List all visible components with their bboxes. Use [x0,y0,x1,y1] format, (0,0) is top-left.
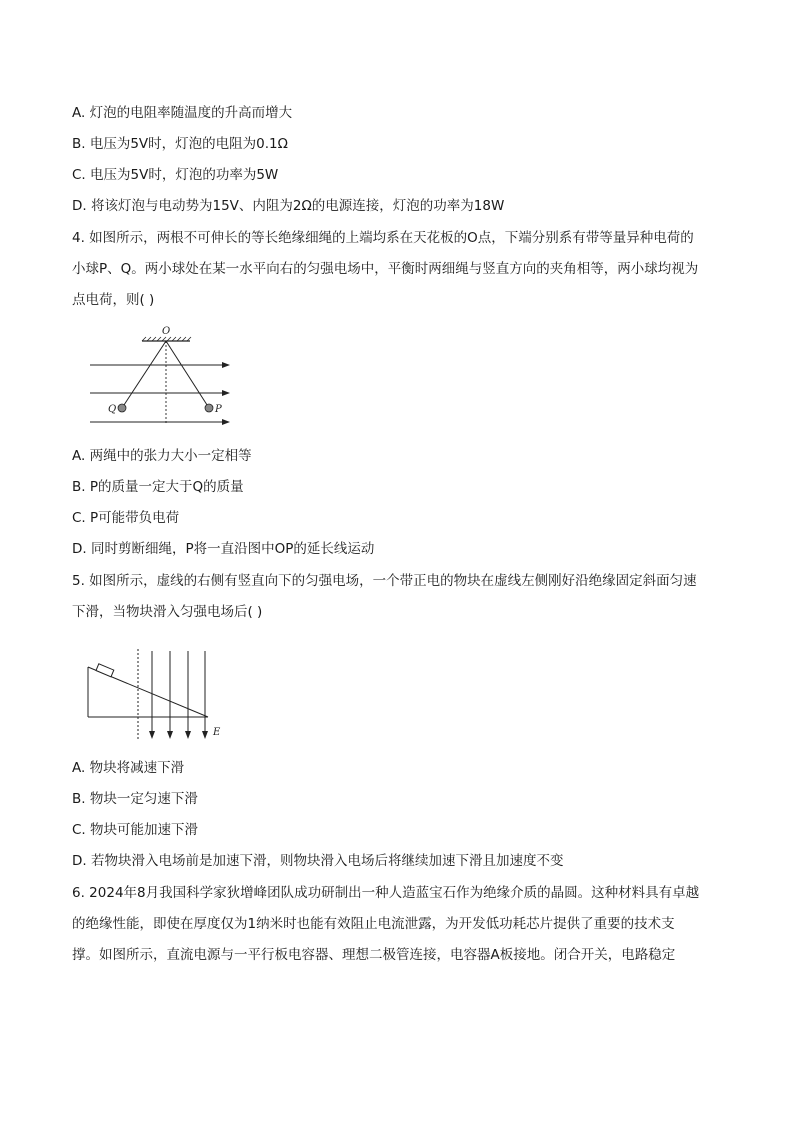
q6-stem-line3: 撑。如图所示，直流电源与一平行板电容器、理想二极管连接，电容器A板接地。闭合开关，电路稳定 [72,947,676,963]
q4-label-o: O [162,326,171,337]
q4-option-a: A. 两绳中的张力大小一定相等 [72,448,252,464]
q5-stem-line1: 5. 如图所示，虚线的右侧有竖直向下的匀强电场，一个带正电的物块在虚线左侧刚好沿绝缘固定斜面匀速 [72,573,697,589]
q4-option-b: B. P的质量一定大于Q的质量 [72,479,244,495]
q5-option-b: B. 物块一定匀速下滑 [72,791,198,807]
q4-option-c: C. P可能带负电荷 [72,510,180,526]
q5-option-a: A. 物块将减速下滑 [72,760,185,776]
q4-stem-line3: 点电荷，则( ) [72,292,155,308]
q4-stem-line2: 小球P、Q。两小球处在某一水平向右的匀强电场中，平衡时两细绳与竖直方向的夹角相等，两小球均视为 [72,261,699,277]
q3-option-c: C. 电压为5V时，灯泡的功率为5W [72,167,279,183]
q4-figure [84,325,244,430]
q5-option-c: C. 物块可能加速下滑 [72,822,199,838]
q5-option-d: D. 若物块滑入电场前是加速下滑，则物块滑入电场后将继续加速下滑且加速度不变 [72,853,564,869]
q4-option-d: D. 同时剪断细绳，P将一直沿图中OP的延长线运动 [72,541,375,557]
q3-option-b: B. 电压为5V时，灯泡的电阻为0.1Ω [72,136,288,152]
q5-label-e: E [213,727,221,738]
q5-stem-line2: 下滑，当物块滑入匀强电场后( ) [72,604,263,620]
q4-stem-line1: 4. 如图所示，两根不可伸长的等长绝缘细绳的上端均系在天花板的O点，下端分别系有带等量异种电荷的 [72,230,694,246]
q6-stem-line2: 的绝缘性能，即使在厚度仅为1纳米时也能有效阻止电流泄露，为开发低功耗芯片提供了重要的技术支 [72,916,675,932]
q6-stem-line1: 6. 2024年8月我国科学家狄增峰团队成功研制出一种人造蓝宝石作为绝缘介质的晶圆。这种材料具有卓越 [72,885,700,901]
q4-label-p: P [215,404,222,415]
q3-option-d: D. 将该灯泡与电动势为15V、内阻为2Ω的电源连接，灯泡的功率为18W [72,198,505,214]
q3-option-a: A. 灯泡的电阻率随温度的升高而增大 [72,105,293,121]
q4-label-q: Q [108,404,117,415]
q5-figure [84,645,234,743]
